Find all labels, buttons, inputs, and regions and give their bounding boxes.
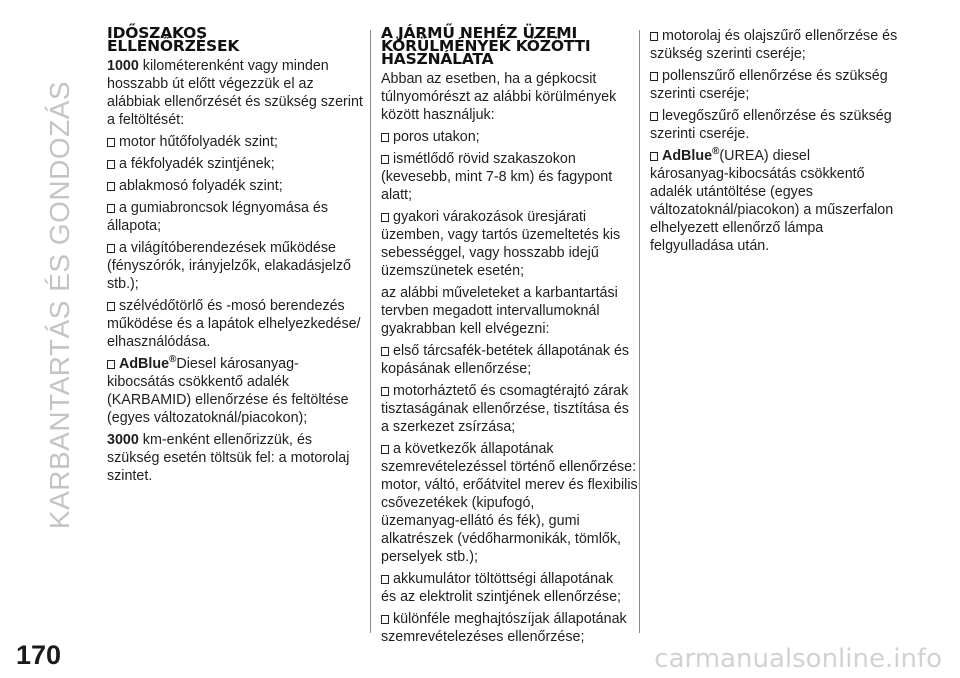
checkbox-bullet-icon [650,152,658,161]
list-item-adblue: AdBlue®Diesel károsanyag- kibocsátás csökkentő adalék (KARBAMID) ellenőrzése és feltöltése (egyes változatoknál/piacokon); [107,354,349,426]
list-item: ismétlődő rövid szakaszokon (kevesebb, mint 7-8 km) és fagypont alatt; [381,151,613,203]
checkbox-bullet-icon [107,182,115,191]
page-number: 170 [16,640,62,670]
checkbox-bullet-icon [381,347,389,356]
column-divider-2 [639,30,640,633]
list-item: a fékfolyadék szintjének; [107,155,359,173]
list-item-adblue: AdBlue®(UREA) diesel károsanyag-kibocsátás csökkentő adalék utántöltése (egyes változatoknál/piacokon) a műszerfalon elhelyezett ellenőrző lámpa felgyulladása után. [650,146,894,254]
list-item: akkumulátor töltöttségi állapotának és az elektrolit szintjének ellenőrzése; [381,571,621,605]
checkbox-bullet-icon [107,302,115,311]
list-item: levegőszűrő ellenőrzése és szükség szerinti cseréje. [650,108,892,142]
distance-3000: 3000 [107,432,139,448]
checkbox-bullet-icon [650,72,658,81]
checkbox-bullet-icon [650,112,658,121]
list-item: a világítóberendezések működése (fényszórók, irányjelzők, elakadásjelző stb.); [107,240,351,292]
middle-paragraph: az alábbi műveleteket a karbantartási tervben megadott intervallumoknál gyakrabban kell elvégezni: [381,285,618,337]
column-1 [107,24,363,489]
list-item: pollenszűrő ellenőrzése és szükség szerinti cseréje; [650,68,888,102]
section-heading-severe-conditions: A JÁRMŰ NEHÉZ ÜZEMI KÖRÜLMÉNYEK KÖZÖTTI HASZNÁLATA [381,24,591,68]
intro-paragraph: Abban az esetben, ha a gépkocsit túlnyomórészt az alábbi körülmények között használjuk: [381,71,617,123]
checkbox-bullet-icon [381,575,389,584]
distance-1000: 1000 [107,58,139,74]
checkbox-bullet-icon [381,445,389,454]
checkbox-bullet-icon [107,360,115,369]
column-2 [381,24,638,650]
checkbox-bullet-icon [107,204,115,213]
section-heading-periodic-checks: IDŐSZAKOS ELLENŐRZÉSEK [107,24,240,55]
checkbox-bullet-icon [381,615,389,624]
column-3 [650,27,900,259]
list-item: első tárcsafék-betétek állapotának és kopásának ellenőrzése; [381,343,630,377]
checkbox-bullet-icon [381,387,389,396]
list-item: a gumiabroncsok légnyomása és állapota; [107,200,329,234]
list-item: motorháztető és csomagtérajtó zárak tisztaságának ellenőrzése, tisztítása és a szerkezet zsírzása; [381,383,629,435]
side-chapter-title [30,20,90,590]
intro-paragraph: 1000 kilométerenként vagy minden hosszabb út előtt végezzük el az alábbiak ellenőrzését és szükség szerint a feltöltését: [107,58,363,128]
list-item: különféle meghajtószíjak állapotának szemrevételezéses ellenőrzése; [381,611,627,645]
checkbox-bullet-icon [650,32,658,41]
list-item: poros utakon; [381,128,633,146]
list-item: gyakori várakozások üresjárati üzemben, vagy tartós üzemeltetés kis sebességgel, vagy hosszabb idejű üzemszünetek esetén; [381,209,621,279]
column-divider-1 [370,30,371,633]
outro-paragraph: 3000 km-enként ellenőrizzük, és szükség esetén töltsük fel: a motorolaj szintet. [107,432,350,484]
list-item: szélvédőtörlő és -mosó berendezés működése és a lapátok elhelyezkedése/ elhasználódása. [107,298,361,350]
checkbox-bullet-icon [381,155,389,164]
checkbox-bullet-icon [107,160,115,169]
list-item: ablakmosó folyadék szint; [107,177,359,195]
list-item: motorolaj és olajszűrő ellenőrzése és szükség szerinti cseréje; [650,28,898,62]
list-item: a következők állapotának szemrevételezéssel történő ellenőrzése: motor, váltó, erőátvitel merev és flexibilis csővezetékek (kipufogó, üzemanyag-ellátó és fék), gumi alkatrészek (védőharmonikák, tömlők, perselyek stb.); [381,441,638,565]
side-chapter-title-text: KARBANTARTÁS ÉS GONDOZÁS [44,80,76,530]
checkbox-bullet-icon [107,138,115,147]
checkbox-bullet-icon [381,213,389,222]
checkbox-bullet-icon [381,133,389,142]
site-watermark: carmanualsonline.info [654,644,942,674]
checkbox-bullet-icon [107,244,115,253]
list-item: motor hűtőfolyadék szint; [107,133,359,151]
